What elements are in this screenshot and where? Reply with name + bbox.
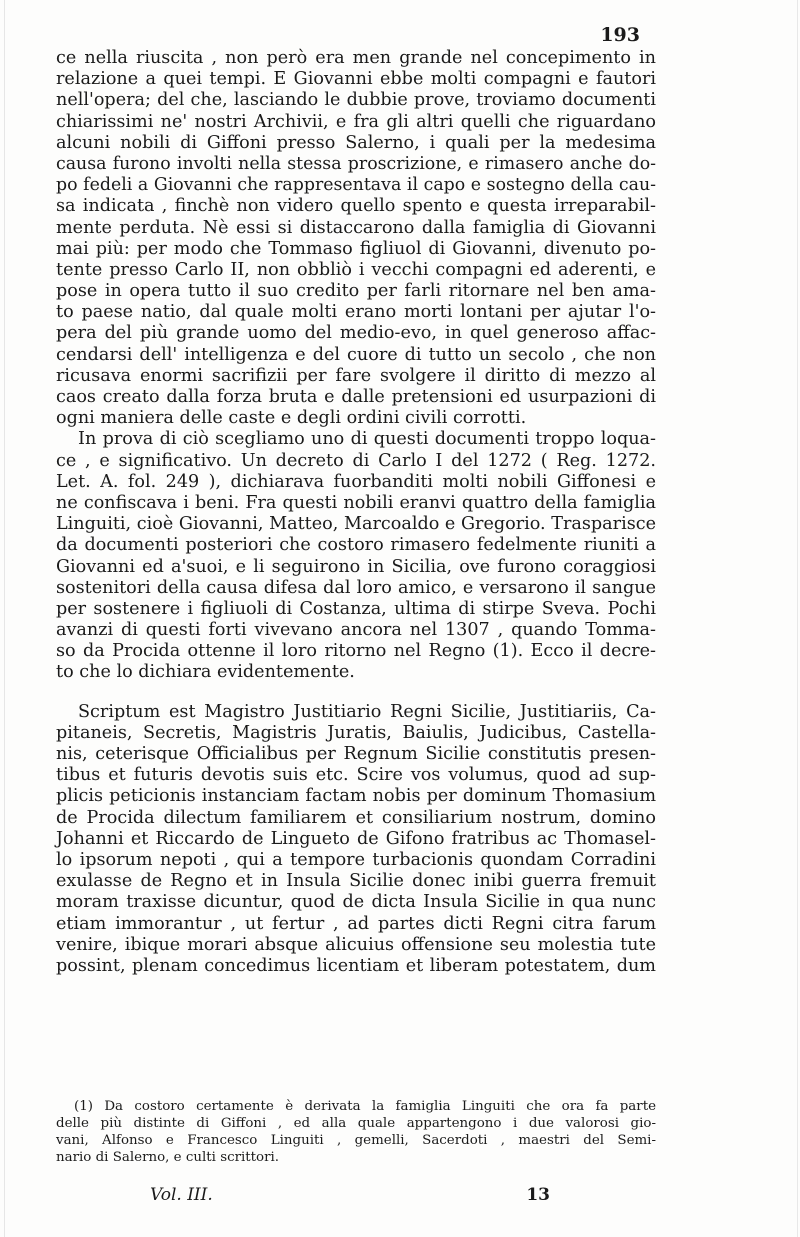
text-line: Let. A. fol. 249 ), dichiarava fuorbanditi molti nobili Giffonesi e (56, 471, 656, 492)
text-line: pera del più grande uomo del medio-evo, in quel generoso affac- (56, 323, 656, 344)
text-line: In prova di ciò scegliamo uno di questi documenti troppo loqua- (78, 429, 656, 450)
latin-line: de Procida dilectum familiarem et consiliarium nostrum, domino (56, 807, 656, 828)
text-line: ogni maniera delle caste e degli ordini civili corrotti. (56, 408, 527, 429)
text-line: alcuni nobili di Giffoni presso Salerno, i quali per la medesima (56, 132, 656, 153)
text-line: cendarsi dell' intelligenza e del cuore di tutto un secolo , che non (56, 344, 656, 365)
footnote-line: (1) Da costoro certamente è derivata la famiglia Linguiti che ora fa parte (74, 1099, 656, 1114)
text-line: Giovanni ed a'suoi, e li seguirono in Sicilia, ove furono coraggiosi (56, 556, 656, 577)
text-line: nell'opera; del che, lasciando le dubbie prove, troviamo documenti (56, 90, 656, 111)
latin-line: Johanni et Riccardo de Lingueto de Gifono fratribus ac Thomasel- (56, 828, 656, 849)
volume-label: Vol. III. (150, 1185, 213, 1205)
footnotes (56, 1098, 656, 1166)
text-line: Linguiti, cioè Giovanni, Matteo, Marcoaldo e Gregorio. Trasparisce (56, 514, 656, 535)
text-line: causa furono involti nella stessa proscrizione, e rimasero anche do- (56, 153, 656, 174)
text-line: ce nella riuscita , non però era men grande nel concepimento in (56, 48, 656, 68)
footnote-line: nario di Salerno, e culti scrittori. (56, 1150, 280, 1165)
body-text (56, 48, 656, 977)
text-line: to che lo dichiara evidentemente. (56, 662, 355, 683)
latin-line: Scriptum est Magistro Justitiario Regni Sicilie, Justitiariis, Ca- (78, 701, 656, 722)
text-line: mente perduta. Nè essi si distaccarono dalla famiglia di Giovanni (56, 217, 656, 238)
text-line: sostenitori della causa difesa dal loro amico, e versarono il sangue (56, 577, 656, 598)
page-number: 193 (600, 24, 640, 46)
text-line: chiarissimi ne' nostri Archivii, e fra gli altri quelli che riguardano (56, 111, 656, 132)
page-edge-shadow (4, 0, 5, 1237)
latin-line: pitaneis, Secretis, Magistris Juratis, Baiulis, Judicibus, Castella- (56, 722, 656, 743)
text-line: pose in opera tutto il suo credito per farli ritornare nel ben ama- (56, 281, 656, 302)
latin-line: possint, plenam concedimus licentiam et liberam potestatem, dum (56, 955, 656, 976)
text-line: ce , e significativo. Un decreto di Carlo I del 1272 ( Reg. 1272. (56, 450, 656, 471)
text-line: caos creato dalla forza bruta e dalle pretensioni ed usurpazioni di (56, 387, 656, 407)
latin-line: venire, ibique morari absque alicuius offensione seu molestia tute (56, 934, 656, 955)
text-line: relazione a quei tempi. E Giovanni ebbe molti compagni e fautori (56, 69, 656, 90)
text-line: so da Procida ottenne il loro ritorno nel Regno (1). Ecco il decre- (56, 641, 656, 662)
latin-line: lo ipsorum nepoti , qui a tempore turbacionis quondam Corradini (56, 849, 656, 870)
latin-line: exulasse de Regno et in Insula Sicilie donec inibi guerra fremuit (56, 871, 656, 892)
latin-line: tibus et futuris devotis suis etc. Scire vos volumus, quod ad sup- (56, 765, 656, 786)
footnote-line: vani, Alfonso e Francesco Linguiti , gemelli, Sacerdoti , maestri del Semi- (56, 1133, 656, 1148)
footnote-line: delle più distinte di Giffoni , ed alla quale appartengono i due valorosi gio- (56, 1116, 656, 1131)
text-line: da documenti posteriori che costoro rimasero fedelmente riuniti a (56, 535, 656, 556)
section-gap (56, 684, 656, 702)
latin-line: nis, ceterisque Officialibus per Regnum Sicilie constitutis presen- (56, 744, 656, 764)
text-line: to paese natio, dal quale molti erano morti lontani per ajutar l'o- (56, 302, 656, 323)
text-line: tente presso Carlo II, non obbliò i vecchi compagni ed aderenti, e (56, 259, 656, 280)
text-line: po fedeli a Giovanni che rappresentava il capo e sostegno della cau- (56, 175, 656, 196)
latin-line: plicis peticionis instanciam factam nobis per dominum Thomasium (56, 786, 656, 807)
text-line: per sostenere i figliuoli di Costanza, ultima di stirpe Sveva. Pochi (56, 598, 656, 619)
text-line: mai più: per modo che Tommaso figliuol di Giovanni, divenuto po- (56, 238, 656, 259)
text-line: avanzi di questi forti vivevano ancora nel 1307 , quando Tomma- (56, 620, 656, 641)
text-line: ne confiscava i beni. Fra questi nobili eranvi quattro della famiglia (56, 492, 656, 513)
text-line: sa indicata , finchè non videro quello spento e questa irreparabil- (56, 196, 656, 217)
signature-mark: 13 (526, 1185, 550, 1205)
latin-line: etiam immorantur , ut fertur , ad partes dicti Regni citra farum (56, 913, 656, 934)
page-footer (150, 1185, 550, 1207)
page-edge-shadow-right (797, 0, 798, 1237)
latin-line: moram traxisse dicuntur, quod de dicta Insula Sicilie in qua nunc (56, 892, 656, 913)
text-line: ricusava enormi sacrifizii per fare svolgere il diritto di mezzo al (56, 365, 656, 386)
